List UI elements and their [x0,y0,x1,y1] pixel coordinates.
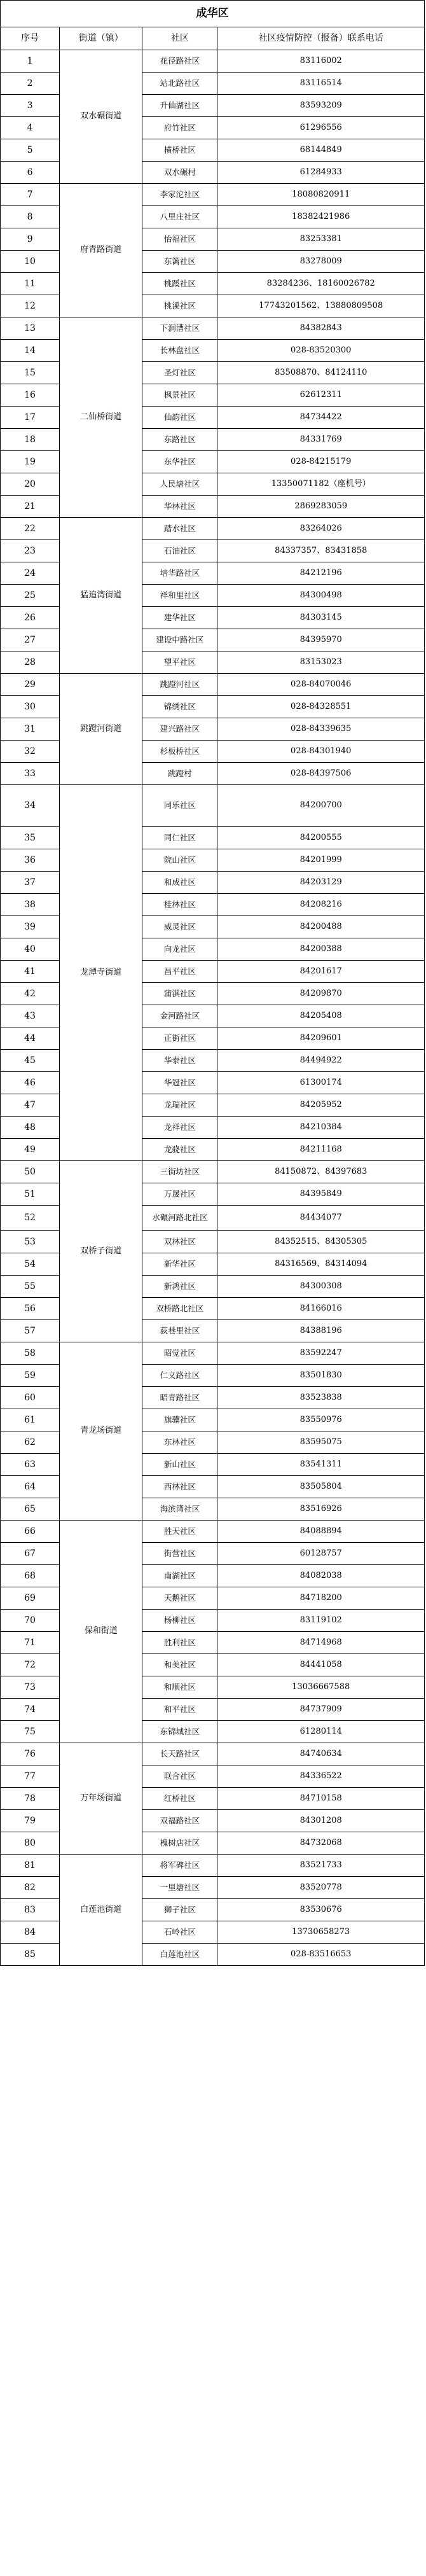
row-index: 57 [1,1320,60,1342]
row-index: 70 [1,1610,60,1632]
community-name: 龙瑞社区 [142,1094,217,1117]
community-name: 石油社区 [142,540,217,562]
row-index: 25 [1,585,60,607]
row-index: 51 [1,1183,60,1206]
contact-phone: 028-84215179 [217,451,425,473]
community-name: 望平社区 [142,651,217,674]
community-name: 仁义路社区 [142,1365,217,1387]
row-index: 7 [1,184,60,206]
community-name: 长天路社区 [142,1743,217,1765]
row-index: 53 [1,1231,60,1253]
header-row [1,27,425,50]
row-index: 48 [1,1117,60,1139]
community-name: 蒲淇社区 [142,983,217,1005]
community-name: 双水碾村 [142,162,217,184]
community-name: 双桥路北社区 [142,1298,217,1320]
contact-phone: 84382843 [217,317,425,340]
community-name: 双福路社区 [142,1810,217,1832]
contact-phone: 61296556 [217,117,425,139]
row-index: 23 [1,540,60,562]
street-name: 二仙桥街道 [60,317,142,518]
community-name: 新华社区 [142,1253,217,1276]
community-name: 怡福社区 [142,228,217,251]
community-name: 龙骁社区 [142,1139,217,1161]
row-index: 26 [1,607,60,629]
row-index: 13 [1,317,60,340]
community-name: 昭青路社区 [142,1387,217,1409]
row-index: 3 [1,95,60,117]
community-name: 一里塘社区 [142,1877,217,1899]
community-name: 向龙社区 [142,938,217,961]
community-name: 建兴路社区 [142,718,217,741]
row-index: 71 [1,1632,60,1654]
row-index: 65 [1,1498,60,1521]
contact-phone: 83523838 [217,1387,425,1409]
row-index: 19 [1,451,60,473]
contact-phone: 84718200 [217,1587,425,1610]
community-name: 荻巷里社区 [142,1320,217,1342]
row-index: 37 [1,872,60,894]
row-index: 61 [1,1409,60,1431]
community-name: 跳蹬河社区 [142,674,217,696]
row-index: 41 [1,961,60,983]
contact-phone: 83119102 [217,1610,425,1632]
contact-phone: 84211168 [217,1139,425,1161]
community-name: 将军碑社区 [142,1855,217,1877]
community-name: 狮子社区 [142,1899,217,1921]
community-name: 华泰社区 [142,1050,217,1072]
contact-phone: 84301208 [217,1810,425,1832]
contact-phone: 83501830 [217,1365,425,1387]
community-name: 仙韵社区 [142,407,217,429]
community-name: 跳蹬村 [142,763,217,785]
row-index: 64 [1,1476,60,1498]
table-row [1,518,425,540]
community-name: 东华社区 [142,451,217,473]
header-community: 社区 [142,27,217,50]
row-index: 84 [1,1921,60,1944]
community-name: 府竹社区 [142,117,217,139]
street-name: 白莲池街道 [60,1855,142,1966]
community-name: 东锦城社区 [142,1721,217,1743]
contact-phone: 84395970 [217,629,425,651]
contact-phone: 028-83520300 [217,340,425,362]
contact-phone: 84205952 [217,1094,425,1117]
row-index: 33 [1,763,60,785]
street-name: 青龙场街道 [60,1342,142,1521]
contact-phone: 18080820911 [217,184,425,206]
table-row [1,674,425,696]
contact-phone: 84088894 [217,1521,425,1543]
community-name: 桃蹊社区 [142,273,217,295]
community-name: 东路社区 [142,429,217,451]
contact-phone: 2869283059 [217,496,425,518]
community-name: 同仁社区 [142,827,217,849]
community-name: 同乐社区 [142,785,217,827]
community-name: 槐树店社区 [142,1832,217,1855]
contact-phone: 84205408 [217,1005,425,1027]
community-name: 海滨湾社区 [142,1498,217,1521]
table-row [1,1161,425,1183]
contact-phone: 028-83516653 [217,1944,425,1966]
community-name: 祥和里社区 [142,585,217,607]
row-index: 52 [1,1206,60,1231]
community-name: 踏水社区 [142,518,217,540]
community-name: 杉板桥社区 [142,741,217,763]
row-index: 78 [1,1788,60,1810]
contact-phone: 83116514 [217,73,425,95]
contact-phone: 84494922 [217,1050,425,1072]
community-name: 金河路社区 [142,1005,217,1027]
contact-phone: 84352515、84305305 [217,1231,425,1253]
contact-phone: 13730658273 [217,1921,425,1944]
contact-phone: 028-84328551 [217,696,425,718]
row-index: 28 [1,651,60,674]
row-index: 82 [1,1877,60,1899]
header-index: 序号 [1,27,60,50]
community-name: 和美社区 [142,1654,217,1676]
contact-phone: 68144849 [217,139,425,162]
contact-phone: 84208216 [217,894,425,916]
row-index: 77 [1,1765,60,1788]
community-name: 胜天社区 [142,1521,217,1543]
contact-phone: 84331769 [217,429,425,451]
community-name: 和成社区 [142,872,217,894]
community-name: 联合社区 [142,1765,217,1788]
contact-phone: 84200700 [217,785,425,827]
community-name: 长林盘社区 [142,340,217,362]
row-index: 38 [1,894,60,916]
contact-phone: 83516926 [217,1498,425,1521]
community-name: 正街社区 [142,1027,217,1050]
community-name: 杨柳社区 [142,1610,217,1632]
contact-phone: 84201999 [217,849,425,872]
row-index: 40 [1,938,60,961]
row-index: 58 [1,1342,60,1365]
row-index: 30 [1,696,60,718]
contact-phone: 61280114 [217,1721,425,1743]
contact-phone: 60128757 [217,1543,425,1565]
table-row [1,1342,425,1365]
row-index: 85 [1,1944,60,1966]
contact-phone: 13350071182（座机号） [217,473,425,496]
row-index: 50 [1,1161,60,1183]
row-index: 80 [1,1832,60,1855]
community-name: 站北路社区 [142,73,217,95]
community-name: 街营社区 [142,1543,217,1565]
row-index: 39 [1,916,60,938]
row-index: 60 [1,1387,60,1409]
contact-phone: 84082038 [217,1565,425,1587]
row-index: 68 [1,1565,60,1587]
contact-phone: 84201617 [217,961,425,983]
community-name: 新鸿社区 [142,1276,217,1298]
row-index: 72 [1,1654,60,1676]
row-index: 79 [1,1810,60,1832]
community-name: 红桥社区 [142,1788,217,1810]
row-index: 36 [1,849,60,872]
contact-phone: 61300174 [217,1072,425,1094]
row-index: 5 [1,139,60,162]
contact-phone: 84210384 [217,1117,425,1139]
row-index: 54 [1,1253,60,1276]
contact-phone: 83284236、18160026782 [217,273,425,295]
row-index: 8 [1,206,60,228]
community-name: 天鹅社区 [142,1587,217,1610]
row-index: 4 [1,117,60,139]
row-index: 44 [1,1027,60,1050]
community-name: 石岭社区 [142,1921,217,1944]
street-name: 万年场街道 [60,1743,142,1855]
community-name: 枫景社区 [142,384,217,407]
contact-phone: 84714968 [217,1632,425,1654]
row-index: 16 [1,384,60,407]
table-row [1,785,425,827]
row-index: 42 [1,983,60,1005]
contact-phone: 83541311 [217,1454,425,1476]
row-index: 31 [1,718,60,741]
contact-phone: 84710158 [217,1788,425,1810]
row-index: 73 [1,1676,60,1699]
row-index: 62 [1,1431,60,1454]
community-name: 八里庄社区 [142,206,217,228]
header-street: 街道（镇） [60,27,142,50]
street-name: 府青路街道 [60,184,142,317]
contact-phone: 84300308 [217,1276,425,1298]
row-index: 2 [1,73,60,95]
contact-phone: 028-84301940 [217,741,425,763]
contact-phone: 028-84339635 [217,718,425,741]
community-name: 横桥社区 [142,139,217,162]
row-index: 9 [1,228,60,251]
row-index: 75 [1,1721,60,1743]
contact-phone: 84203129 [217,872,425,894]
street-name: 保和街道 [60,1521,142,1743]
contact-phone: 84336522 [217,1765,425,1788]
contact-phone: 83530676 [217,1899,425,1921]
contact-phone: 84740634 [217,1743,425,1765]
contact-phone: 84303145 [217,607,425,629]
community-name: 新山社区 [142,1454,217,1476]
community-name: 昭觉社区 [142,1342,217,1365]
contact-phone: 83153023 [217,651,425,674]
row-index: 27 [1,629,60,651]
contact-phone: 84209870 [217,983,425,1005]
header-phone: 社区疫情防控（报备）联系电话 [217,27,425,50]
contact-phone: 84209601 [217,1027,425,1050]
table-title: 成华区 [1,1,425,27]
community-name: 圣灯社区 [142,362,217,384]
row-index: 6 [1,162,60,184]
community-name: 西林社区 [142,1476,217,1498]
row-index: 10 [1,251,60,273]
contact-phone: 83550976 [217,1409,425,1431]
table-row [1,317,425,340]
row-index: 32 [1,741,60,763]
row-index: 1 [1,50,60,73]
row-index: 22 [1,518,60,540]
contact-phone: 62612311 [217,384,425,407]
row-index: 43 [1,1005,60,1027]
contact-phone: 84150872、84397683 [217,1161,425,1183]
community-name: 升仙湖社区 [142,95,217,117]
contact-phone: 84200555 [217,827,425,849]
row-index: 66 [1,1521,60,1543]
community-name: 华冠社区 [142,1072,217,1094]
row-index: 55 [1,1276,60,1298]
community-name: 龙祥社区 [142,1117,217,1139]
row-index: 56 [1,1298,60,1320]
table-row [1,1743,425,1765]
contact-phone: 84316569、84314094 [217,1253,425,1276]
community-name: 华林社区 [142,496,217,518]
row-index: 46 [1,1072,60,1094]
community-name: 院山社区 [142,849,217,872]
street-name: 双桥子街道 [60,1161,142,1342]
contact-phone: 13036667588 [217,1676,425,1699]
row-index: 29 [1,674,60,696]
community-name: 双林社区 [142,1231,217,1253]
community-name: 昌平社区 [142,961,217,983]
row-index: 35 [1,827,60,849]
row-index: 47 [1,1094,60,1117]
community-name: 南湖社区 [142,1565,217,1587]
community-name: 三街坊社区 [142,1161,217,1183]
community-name: 锦绣社区 [142,696,217,718]
contact-phone: 83521733 [217,1855,425,1877]
contact-phone: 83520778 [217,1877,425,1899]
contact-phone: 83505804 [217,1476,425,1498]
contact-phone: 84300498 [217,585,425,607]
contact-phone: 84166016 [217,1298,425,1320]
community-name: 建华社区 [142,607,217,629]
row-index: 67 [1,1543,60,1565]
street-name: 龙潭寺街道 [60,785,142,1161]
row-index: 63 [1,1454,60,1476]
community-name: 建设中路社区 [142,629,217,651]
contact-phone: 17743201562、13880809508 [217,295,425,317]
community-name: 东林社区 [142,1431,217,1454]
contact-phone: 84737909 [217,1699,425,1721]
title-row [1,1,425,27]
community-name: 胜利社区 [142,1632,217,1654]
community-name: 万晟社区 [142,1183,217,1206]
contact-phone: 83253381 [217,228,425,251]
row-index: 18 [1,429,60,451]
row-index: 34 [1,785,60,827]
community-name: 东篱社区 [142,251,217,273]
row-index: 76 [1,1743,60,1765]
community-name: 和平社区 [142,1699,217,1721]
row-index: 59 [1,1365,60,1387]
community-name: 桂林社区 [142,894,217,916]
community-name: 花径路社区 [142,50,217,73]
community-name: 白莲池社区 [142,1944,217,1966]
table-row [1,1855,425,1877]
contact-phone: 61284933 [217,162,425,184]
contact-phone: 028-84397506 [217,763,425,785]
community-name: 培华路社区 [142,562,217,585]
row-index: 14 [1,340,60,362]
row-index: 83 [1,1899,60,1921]
contact-phone: 84212196 [217,562,425,585]
row-index: 17 [1,407,60,429]
contact-phone: 83264026 [217,518,425,540]
contact-phone: 84388196 [217,1320,425,1342]
contact-phone: 84200388 [217,938,425,961]
row-index: 21 [1,496,60,518]
community-name: 威灵社区 [142,916,217,938]
table-row [1,184,425,206]
table-row [1,1521,425,1543]
street-name: 猛追湾街道 [60,518,142,674]
contact-phone: 83508870、84124110 [217,362,425,384]
community-name: 桃溪社区 [142,295,217,317]
community-name: 人民塘社区 [142,473,217,496]
contact-phone: 84441058 [217,1654,425,1676]
community-name: 李家沱社区 [142,184,217,206]
contact-phone: 83592247 [217,1342,425,1365]
row-index: 15 [1,362,60,384]
contact-phone: 18382421986 [217,206,425,228]
contact-phone: 83278009 [217,251,425,273]
contact-phone: 84734422 [217,407,425,429]
row-index: 24 [1,562,60,585]
contact-phone: 83593209 [217,95,425,117]
street-name: 双水碾街道 [60,50,142,184]
street-name: 跳蹬河街道 [60,674,142,785]
contact-phone: 84434077 [217,1206,425,1231]
contact-phone: 028-84070046 [217,674,425,696]
row-index: 49 [1,1139,60,1161]
contact-phone: 84395849 [217,1183,425,1206]
community-name: 水碾河路北社区 [142,1206,217,1231]
row-index: 11 [1,273,60,295]
row-index: 45 [1,1050,60,1072]
community-name: 旗骥社区 [142,1409,217,1431]
row-index: 69 [1,1587,60,1610]
community-name: 下涧漕社区 [142,317,217,340]
contact-phone: 83116002 [217,50,425,73]
contact-phone: 83595075 [217,1431,425,1454]
row-index: 20 [1,473,60,496]
row-index: 81 [1,1855,60,1877]
contact-phone: 84200488 [217,916,425,938]
community-name: 和顺社区 [142,1676,217,1699]
row-index: 12 [1,295,60,317]
contact-phone: 84732068 [217,1832,425,1855]
contact-phone: 84337357、83431858 [217,540,425,562]
row-index: 74 [1,1699,60,1721]
table-row [1,50,425,73]
